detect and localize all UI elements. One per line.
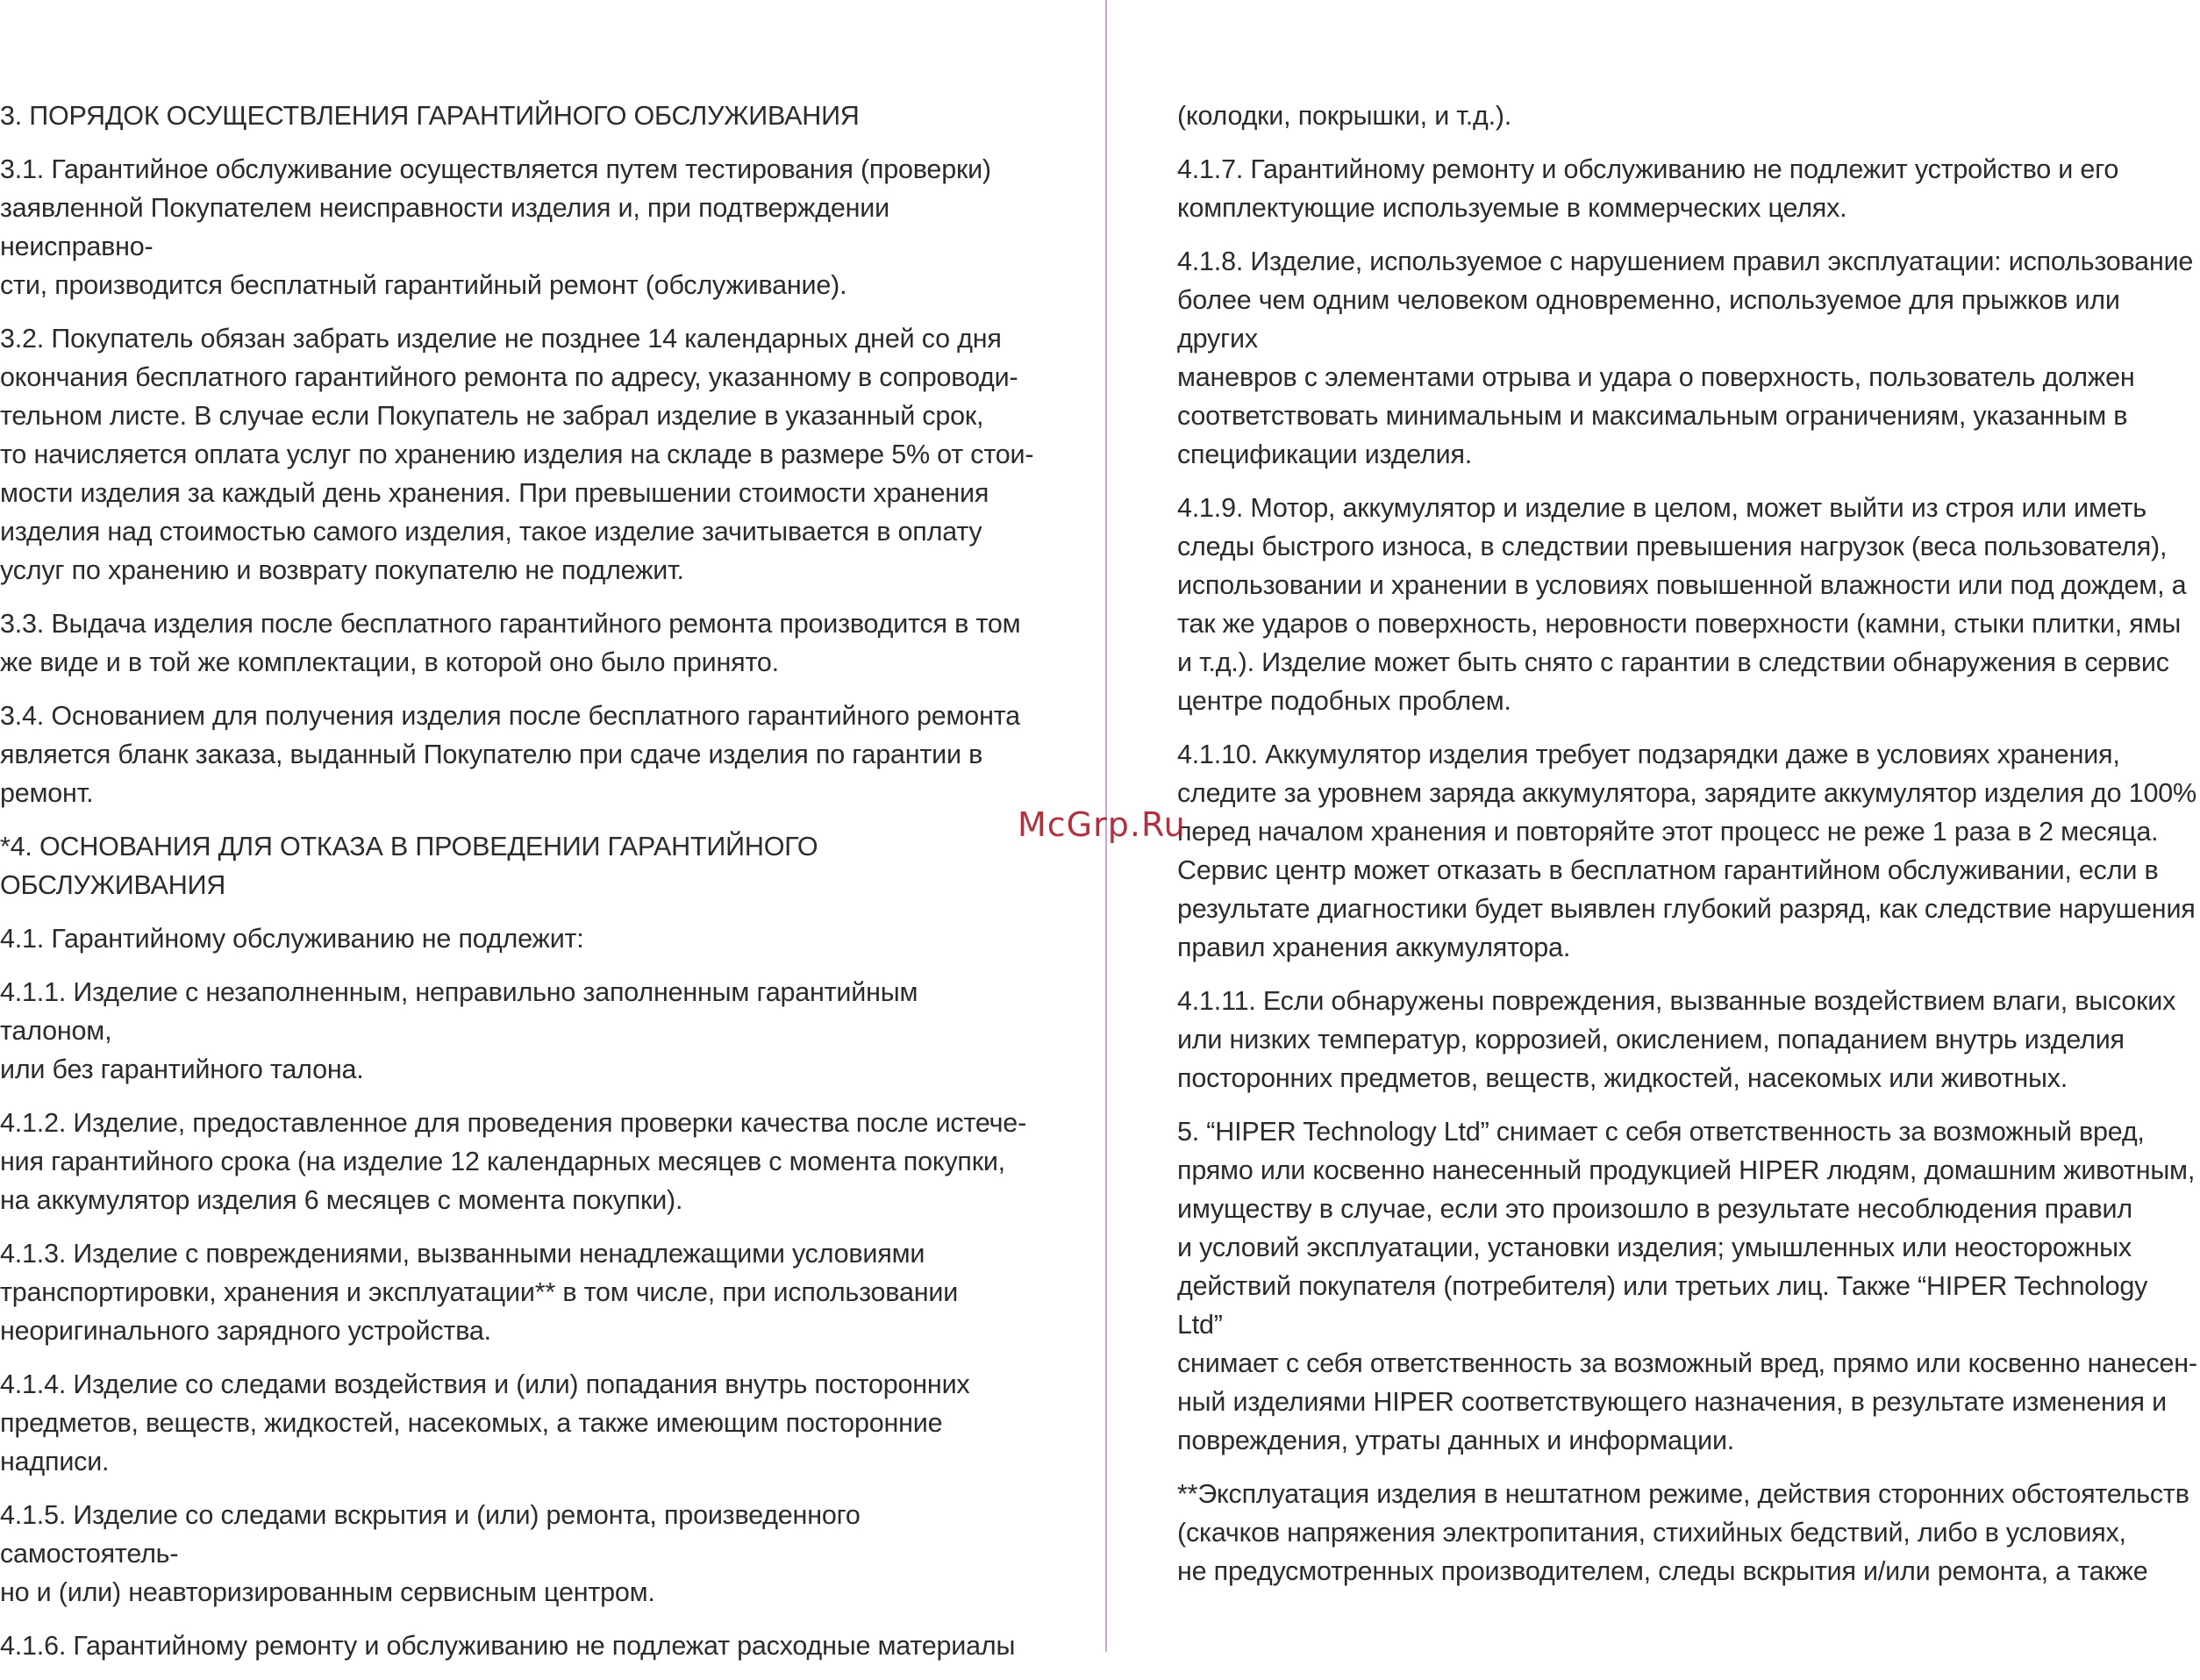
paragraph-4-1: 4.1. Гарантийному обслуживанию не подлежит: — [0, 924, 584, 954]
paragraph-4-1-3: 4.1.3. Изделие с повреждениями, вызванными ненадлежащими условиями транспортировки, хранения и эксплуатации** в том числе, при использовании неоригинального зарядного устройства. — [0, 1239, 959, 1346]
paragraph-5: 5. “HIPER Technology Ltd” снимает с себя ответственность за возможный вред, прямо или косвенно нанесенный продукцией HIPER людям, домашним животным, имуществу в случае, если это произошло в результате несоблюдения правил и условий эксплуатации, установки изделия; умышленных или неосторожных действий покупателя (потребителя) или третьих лиц. Также “HIPER Technology Ltd” снимает с себя ответственность за возможный вред, прямо или косвенно нанесен- ный изделиями HIPER соответствующего назначения, в результате изменения и повреждения, утраты данных и информации. — [1177, 1117, 2197, 1455]
right-column — [1177, 97, 2200, 1605]
paragraph-4-1-4: 4.1.4. Изделие со следами воздействия и (или) попадания внутрь посторонних предметов, веществ, жидкостей, насекомых, а также имеющим посторонние надписи. — [0, 1369, 970, 1476]
paragraph-3-3: 3.3. Выдача изделия после бесплатного гарантийного ремонта производится в том же виде и в той же комплектации, в которой оно было принято. — [0, 609, 1021, 677]
paragraph-4-1-2: 4.1.2. Изделие, предоставленное для проведения проверки качества после истече- ния гарантийного срока (на изделие 12 календарных месяцев с момента покупки, на аккумулятор изделия 6 месяцев с момента покупки). — [0, 1108, 1027, 1215]
paragraph-3-2: 3.2. Покупатель обязан забрать изделие не позднее 14 календарных дней со дня окончания бесплатного гарантийного ремонта по адресу, указанному в сопроводи- тельном листе. В случае если Покупатель не забрал изделие в указанный срок, то начисляется оплата услуг по хранению изделия на складе в размере 5% от стои- мости изделия за каждый день хранения. При превышении стоимости хранения изделия над стоимостью самого изделия, такое изделие зачитывается в оплату услуг по хранению и возврату покупателю не подлежит. — [0, 324, 1034, 585]
left-column — [0, 97, 1035, 1680]
paragraph-4-1-10: 4.1.10. Аккумулятор изделия требует подзарядки даже в условиях хранения, следите за уровнем заряда аккумулятора, зарядите аккумулятор изделия до 100% перед началом хранения и повторяйте этот процесс не реже 1 раза в 2 месяца. Сервис центр может отказать в бесплатном гарантийном обслуживании, если в результате диагностики будет выявлен глубокий разряд, как следствие нарушения правил хранения аккумулятора. — [1177, 740, 2196, 962]
paragraph-4-1-9: 4.1.9. Мотор, аккумулятор и изделие в целом, может выйти из строя или иметь следы быстрого износа, в следствии превышения нагрузок (веса пользователя), использовании и хранении в условиях повышенной влажности или под дождем, а так же ударов о поверхность, неровности поверхности (камни, стыки плитки, ямы и т.д.). Изделие может быть снято с гарантии в следствии обнаружения в сервис центре подобных проблем. — [1177, 493, 2187, 716]
paragraph-4-1-11: 4.1.11. Если обнаружены повреждения, вызванные воздействием влаги, высоких или низких температур, коррозией, окислением, попаданием внутрь изделия посторонних предметов, веществ, жидкостей, насекомых или животных. — [1177, 986, 2176, 1093]
paragraph-4-1-6: 4.1.6. Гарантийному ремонту и обслуживанию не подлежат расходные материалы — [0, 1631, 1016, 1661]
paragraph-3-4: 3.4. Основанием для получения изделия после бесплатного гарантийного ремонта является бланк заказа, выданный Покупателю при сдаче изделия по гарантии в ремонт. — [0, 701, 1020, 808]
paragraph-4-1-8: 4.1.8. Изделие, используемое с нарушением правил эксплуатации: использование более чем одним человеком одновременно, используемое для прыжков или других маневров с элементами отрыва и удара о поверхность, пользователь должен соответствовать минимальным и максимальным ограничениям, указанным в спецификации изделия. — [1177, 247, 2194, 469]
paragraph-3-1: 3.1. Гарантийное обслуживание осуществляется путем тестирования (проверки) заявленной Покупателем неисправности изделия и, при подтверждении неисправно- сти, производится бесплатный гарантийный ремонт (обслуживание). — [0, 154, 991, 300]
footnote-paragraph: **Эксплуатация изделия в нештатном режиме, действия сторонних обстоятельств (скачков напряжения электропитания, стихийных бедствий, либо в условиях, не предусмотренных производителем, следы вскрытия и/или ремонта, а также — [1177, 1479, 2189, 1586]
section-3-heading: 3. ПОРЯДОК ОСУЩЕСТВЛЕНИЯ ГАРАНТИЙНОГО ОБСЛУЖИВАНИЯ — [0, 101, 860, 131]
section-4-heading: *4. ОСНОВАНИЯ ДЛЯ ОТКАЗА В ПРОВЕДЕНИИ ГАРАНТИЙНОГО ОБСЛУЖИВАНИЯ — [0, 832, 818, 900]
paragraph-4-1-7: 4.1.7. Гарантийному ремонту и обслуживанию не подлежит устройство и его комплектующие используемые в коммерческих целях. — [1177, 154, 2119, 223]
watermark: McGrp.Ru — [1018, 805, 1186, 844]
paragraph-4-1-6-continued: (колодки, покрышки, и т.д.). — [1177, 101, 1512, 131]
paragraph-4-1-1: 4.1.1. Изделие с незаполненным, неправильно заполненным гарантийным талоном, или без гарантийного талона. — [0, 977, 918, 1084]
paragraph-4-1-5: 4.1.5. Изделие со следами вскрытия и (или) ремонта, произведенного самостоятель- но и (или) неавторизированным сервисным центром. — [0, 1500, 861, 1607]
